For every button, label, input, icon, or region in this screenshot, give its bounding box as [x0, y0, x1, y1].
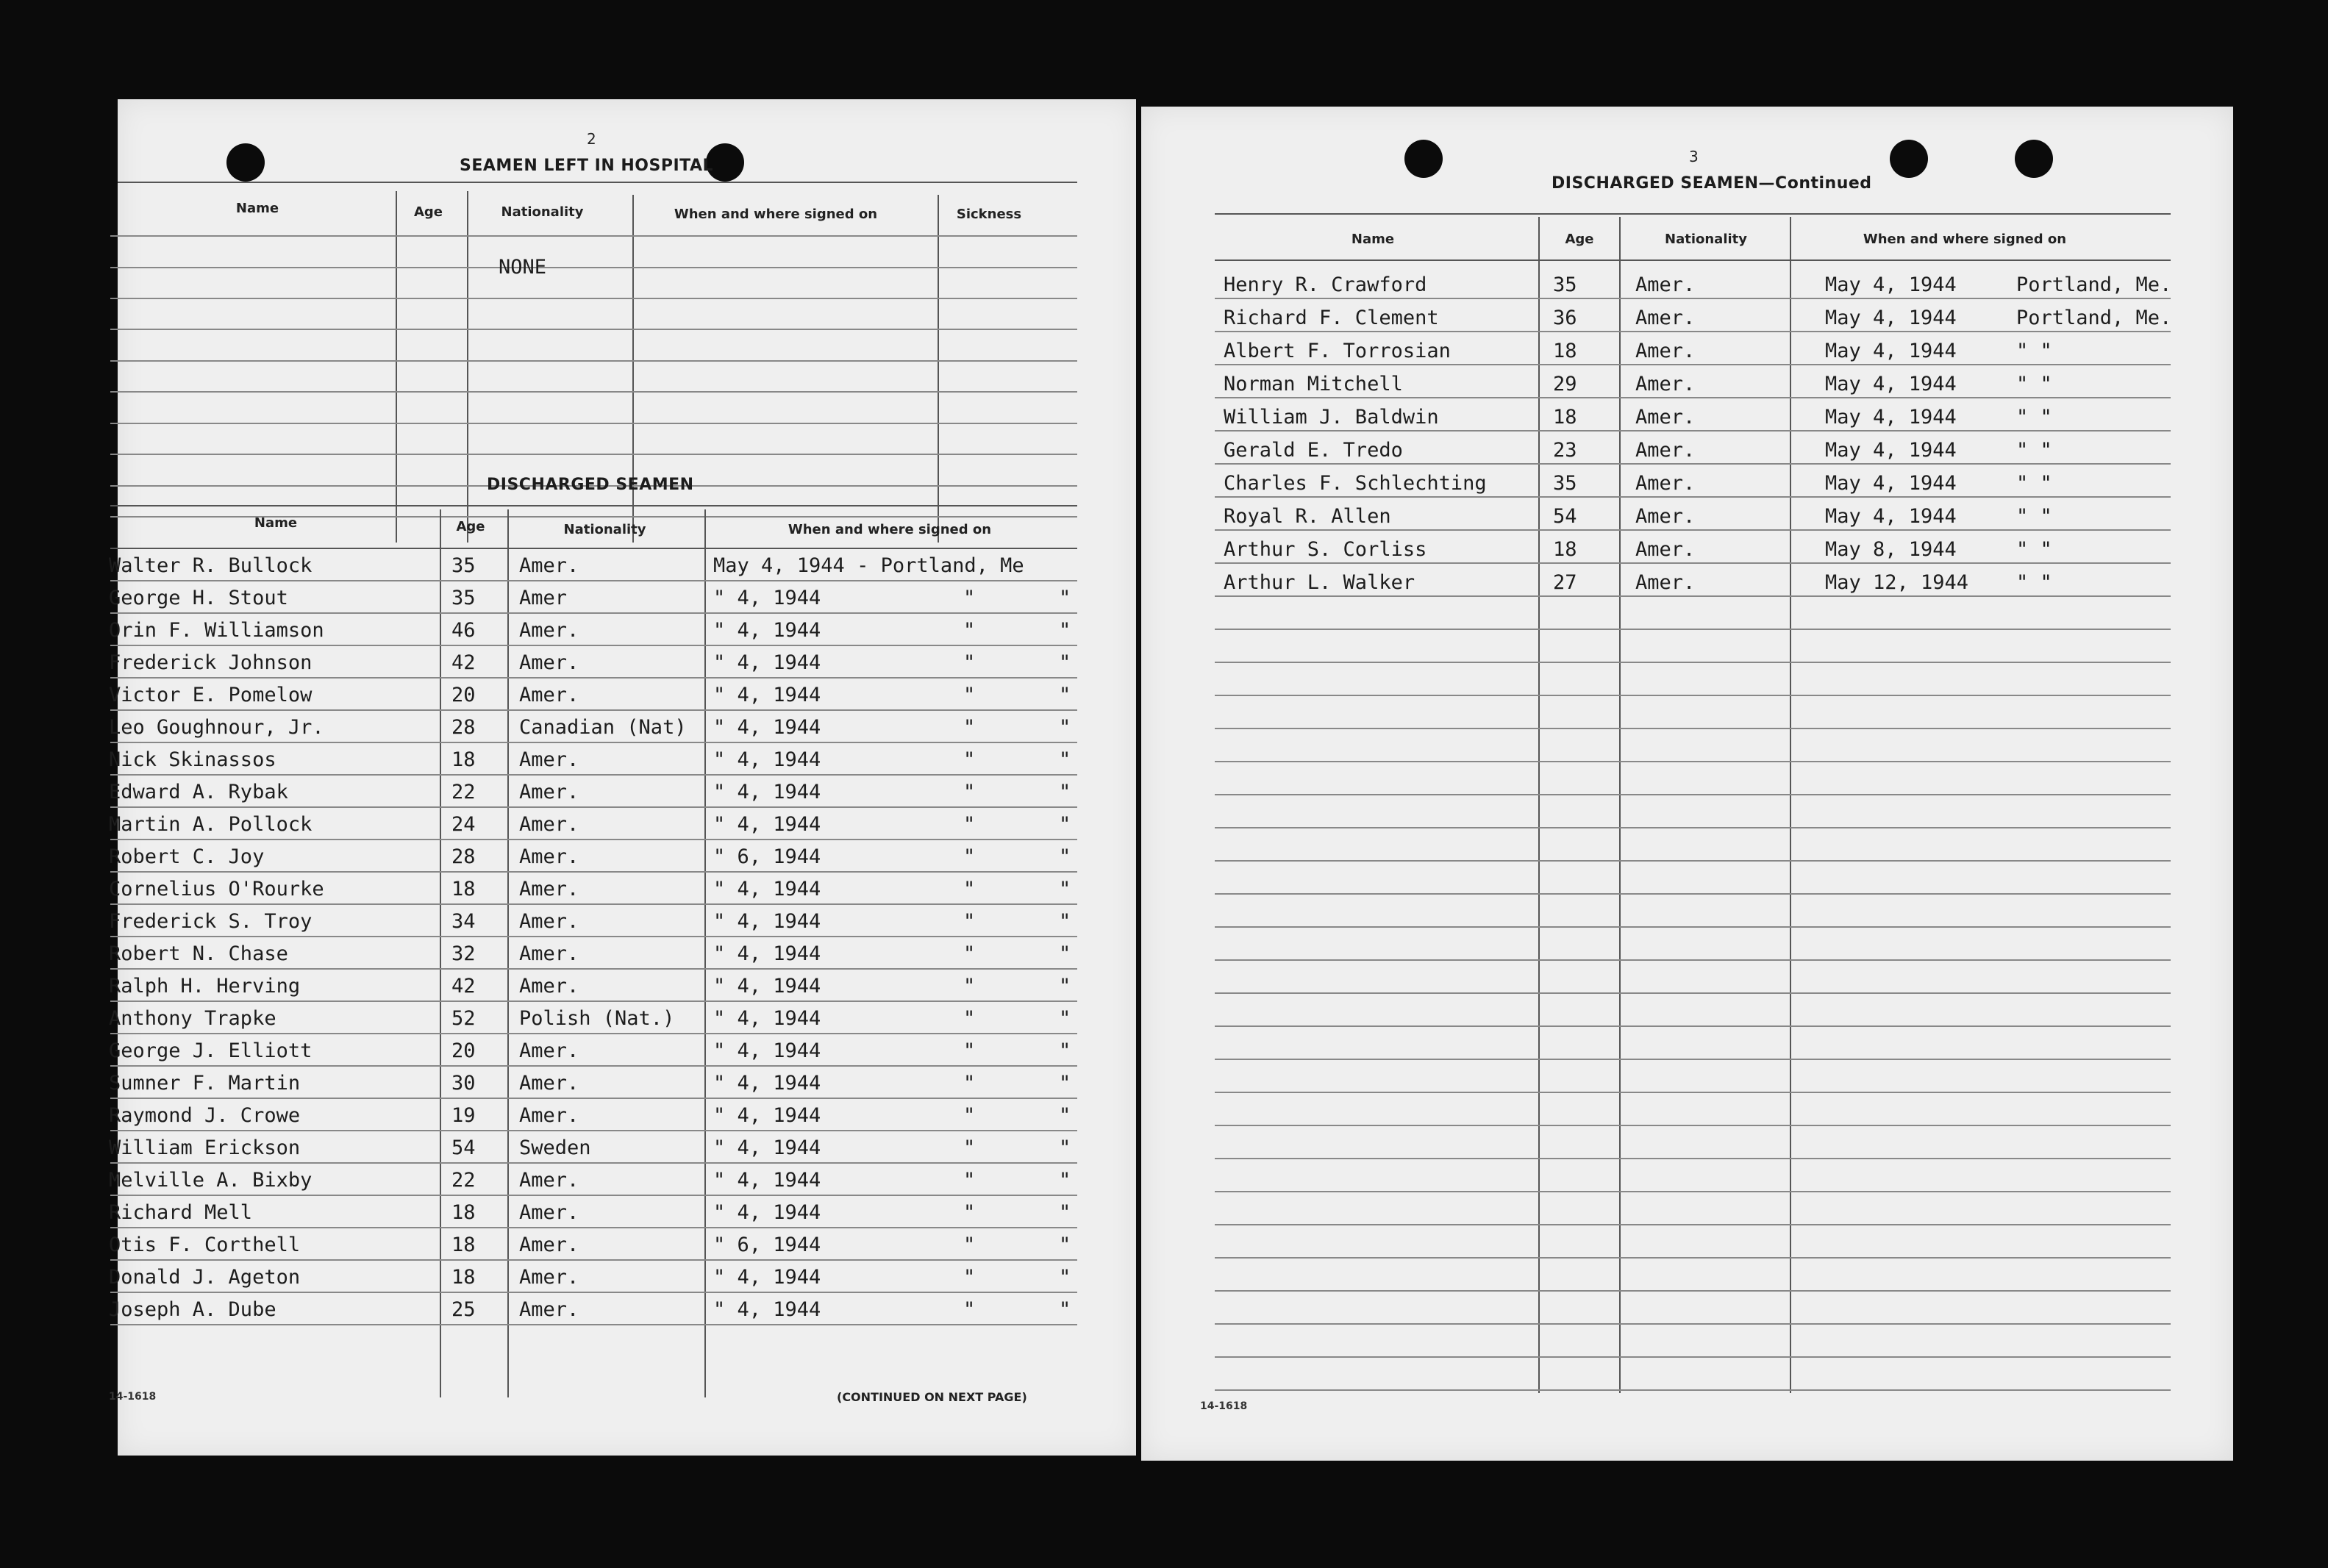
signed-on-date: " 4, 1944 — [713, 1169, 821, 1192]
table-rule — [110, 505, 1077, 506]
seaman-name: Albert F. Torrosian — [1224, 340, 1451, 362]
ditto-mark: " — [963, 651, 976, 674]
row-line — [1215, 1323, 2171, 1325]
seaman-name: Richard Mell — [109, 1201, 253, 1224]
column-divider — [1619, 217, 1621, 1393]
seaman-name: Ralph H. Herving — [109, 975, 301, 998]
row-line — [110, 968, 1077, 970]
row-line — [110, 267, 1077, 268]
row-line — [1215, 430, 2171, 432]
seaman-nationality: Canadian (Nat) — [519, 716, 687, 739]
ditto-mark: " — [1059, 845, 1071, 868]
seaman-name: Arthur L. Walker — [1224, 571, 1415, 594]
row-line — [1215, 728, 2171, 729]
seaman-nationality: Amer. — [1635, 373, 1696, 395]
column-divider — [507, 509, 509, 1397]
row-line — [110, 1227, 1077, 1228]
seaman-name: Robert N. Chase — [109, 942, 288, 965]
ditto-mark: " — [963, 716, 976, 739]
signed-on-date: May 4, 1944 — [1825, 505, 1957, 528]
signed-on-date: " 4, 1944 — [713, 878, 821, 901]
row-line — [1215, 595, 2171, 597]
signed-on-date: " 4, 1944 — [713, 942, 821, 965]
ditto-mark: " — [963, 813, 976, 836]
row-line — [110, 1292, 1077, 1293]
ditto-mark: " — [1059, 781, 1071, 803]
seaman-age: 18 — [451, 1266, 476, 1289]
row-line — [110, 580, 1077, 581]
row-line — [110, 903, 1077, 905]
row-line — [1215, 1257, 2171, 1259]
column-divider — [467, 191, 468, 543]
signed-on-date: " 4, 1944 — [713, 813, 821, 836]
row-line — [110, 1033, 1077, 1034]
signed-on-date: " 4, 1944 — [713, 781, 821, 803]
row-line — [110, 936, 1077, 937]
seaman-name: Otis F. Corthell — [109, 1234, 301, 1256]
seaman-nationality: Amer. — [519, 1234, 579, 1256]
ditto-mark: " — [1059, 1234, 1071, 1256]
ditto-mark: " — [963, 1234, 976, 1256]
seaman-nationality: Amer. — [519, 845, 579, 868]
row-line — [1215, 1290, 2171, 1292]
seaman-name: Royal R. Allen — [1224, 505, 1391, 528]
signed-on-date: May 4, 1944 — [1825, 406, 1957, 429]
seaman-age: 30 — [451, 1072, 476, 1095]
seaman-age: 29 — [1553, 373, 1577, 395]
seaman-nationality: Polish (Nat.) — [519, 1007, 675, 1030]
seaman-name: Richard F. Clement — [1224, 307, 1439, 329]
seaman-nationality: Amer. — [1635, 340, 1696, 362]
ditto-mark: " — [1059, 619, 1071, 642]
signed-on-date: " 4, 1944 — [713, 1104, 821, 1127]
row-line — [110, 871, 1077, 873]
row-line — [110, 235, 1077, 237]
seaman-name: Henry R. Crawford — [1224, 273, 1427, 296]
row-line — [110, 645, 1077, 646]
column-divider — [440, 509, 441, 1397]
hospital-section-title: SEAMEN LEFT IN HOSPITAL — [460, 157, 714, 175]
ditto-mark: " — [1059, 587, 1071, 609]
seaman-name: Norman Mitchell — [1224, 373, 1403, 395]
discharged-section-title: DISCHARGED SEAMEN — [487, 476, 694, 494]
seaman-age: 35 — [1553, 273, 1577, 296]
row-line — [110, 1000, 1077, 1002]
seaman-nationality: Amer. — [1635, 307, 1696, 329]
seaman-nationality: Amer. — [1635, 406, 1696, 429]
ditto-mark: " — [1059, 1169, 1071, 1192]
seaman-name: Frederick Johnson — [109, 651, 313, 674]
column-divider — [396, 191, 397, 543]
signed-on-date: " 4, 1944 — [713, 748, 821, 771]
punch-hole — [1404, 140, 1443, 178]
seaman-age: 36 — [1553, 307, 1577, 329]
seaman-age: 23 — [1553, 439, 1577, 462]
signed-on-place: " " — [2016, 472, 2052, 495]
signed-on-place: " " — [2016, 505, 2052, 528]
row-line — [1215, 827, 2171, 828]
signed-on-date: " 4, 1944 — [713, 1007, 821, 1030]
seaman-nationality: Amer. — [519, 910, 579, 933]
seaman-nationality: Amer. — [1635, 472, 1696, 495]
seaman-nationality: Amer. — [519, 651, 579, 674]
row-line — [110, 329, 1077, 330]
signed-on-date: May 4, 1944 — [1825, 373, 1957, 395]
ditto-mark: " — [1059, 1072, 1071, 1095]
signed-on-place: " " — [2016, 571, 2052, 594]
row-line — [1215, 1125, 2171, 1126]
seaman-nationality: Amer. — [519, 1169, 579, 1192]
signed-on-place: " " — [2016, 373, 2052, 395]
seaman-nationality: Sweden — [519, 1136, 591, 1159]
row-line — [1215, 496, 2171, 498]
signed-on-date: " 4, 1944 — [713, 1201, 821, 1224]
ditto-mark: " — [1059, 1039, 1071, 1062]
row-line — [110, 454, 1077, 455]
seaman-nationality: Amer. — [519, 1104, 579, 1127]
seaman-nationality: Amer. — [519, 1266, 579, 1289]
ditto-mark: " — [1059, 748, 1071, 771]
row-line — [110, 612, 1077, 614]
ditto-mark: " — [963, 1298, 976, 1321]
seaman-age: 18 — [1553, 340, 1577, 362]
seaman-name: Orin F. Williamson — [109, 619, 324, 642]
row-line — [110, 1065, 1077, 1067]
seaman-name: Anthony Trapke — [109, 1007, 276, 1030]
seaman-name: Frederick S. Troy — [109, 910, 313, 933]
row-line — [1215, 463, 2171, 465]
seaman-name: Victor E. Pomelow — [109, 684, 313, 706]
signed-on-date: May 12, 1944 — [1825, 571, 1969, 594]
seaman-name: Gerald E. Tredo — [1224, 439, 1403, 462]
seaman-nationality: Amer. — [519, 1039, 579, 1062]
seaman-age: 42 — [451, 651, 476, 674]
right-page: 3 DISCHARGED SEAMEN—Continued Name Age Nationality When and where signed on Henry R. Crawford 35 Amer. May 4, 1944 Portland, Me. Richard F. Clement 36 Amer. May 4, 1944 Portland, Me. Albert F. Torrosian 18 Amer. May 4, 1944 " " Norman Mitchell 29 Amer. May 4, 1944 " " William J. Baldwin 18 Amer. May 4, 1944 " " Gerald E. Tredo 23 Amer. May 4, 1944 " " Charles F. Schlechting 35 Amer. May 4, 1944 " " Royal R. Allen 54 Amer. May 4, 1944 " " Arthur S. Corliss 18 Amer. May 8, 1944 " " Arthur L. Walker 27 Amer. May 12, 1944 " " 14-1618 — [1141, 107, 2233, 1461]
signed-on-date: May 4, 1944 — [1825, 273, 1957, 296]
seaman-nationality: Amer. — [519, 1072, 579, 1095]
row-line — [1215, 331, 2171, 332]
left-page: 2 SEAMEN LEFT IN HOSPITAL Name Age Nationality When and where signed on Sickness NONE DISCHARGED SEAMEN Name Age Nationality When and where signed on Walter R. Bullock 35 Amer. May 4, 1944 - Portland, Me George H. Stout 35 Amer " 4, 1944 " " Orin F. Williamson 46 Amer. " 4, 1944 " " Frederick Johnson 42 Amer. " 4, 1944 " " Victor E. Pomelow 20 Amer. " 4, 1944 " " Leo Goughnour, Jr. 28 Canadian (Nat) " 4, 1944 " " Nick Skinassos 18 Amer. " 4, 1944 " " Edward A. Rybak 22 Amer. " 4, 1944 " " Martin A. Pollock 24 Amer. " 4, 1944 " " Robert C. Joy 28 Amer. " 6, 1944 " " Cornelius O'Rourke 18 Amer. " 4, 1944 " " Frederick S. Troy 34 Amer. " 4, 1944 " " Robert N. Chase 32 Amer. " 4, 1944 " " Ralph H. Herving 42 Amer. " 4, 1944 " " Anthony Trapke 52 Polish (Nat.) " 4, 1944 " " George J. Elliott 20 Amer. " 4, 1944 " " Sumner F. Martin 30 Amer. " 4, 1944 " " Raymond J. Crowe 19 Amer. " 4, 1944 " " William Erickson 54 Sweden " 4, 1944 " " Melville A. Bixby 22 Amer. " 4, 1944 " " Richard Mell 18 Amer. " 4, 1944 " " Otis F. Corthell 18 Amer. " 6, 1944 " " Donald J. Ageton 18 Amer. " 4, 1944 " " Joseph A. Dube 25 Amer. " 4, 1944 " " 14-1618 (CONTINUED ON NEXT PAGE) — [118, 99, 1136, 1456]
ditto-mark: " — [1059, 1298, 1071, 1321]
ditto-mark: " — [1059, 651, 1071, 674]
punch-hole — [2015, 140, 2053, 178]
ditto-mark: " — [1059, 975, 1071, 998]
ditto-mark: " — [1059, 1266, 1071, 1289]
seaman-age: 52 — [451, 1007, 476, 1030]
table-rule — [1215, 259, 2171, 261]
ditto-mark: " — [963, 781, 976, 803]
table-rule — [1215, 213, 2171, 215]
seaman-nationality: Amer. — [519, 942, 579, 965]
row-line — [110, 1324, 1077, 1325]
signed-on-date: " 4, 1944 — [713, 716, 821, 739]
ditto-mark: " — [1059, 1007, 1071, 1030]
signed-on-date: " 4, 1944 — [713, 619, 821, 642]
row-line — [1215, 1025, 2171, 1027]
row-line — [1215, 662, 2171, 663]
seaman-nationality: Amer. — [519, 748, 579, 771]
seaman-age: 20 — [451, 1039, 476, 1062]
seaman-name: Arthur S. Corliss — [1224, 538, 1427, 561]
row-line — [1215, 1059, 2171, 1060]
seaman-age: 18 — [1553, 538, 1577, 561]
table-rule — [118, 182, 1077, 183]
signed-on-date: " 6, 1944 — [713, 1234, 821, 1256]
seaman-nationality: Amer. — [519, 878, 579, 901]
row-line — [110, 742, 1077, 743]
row-line — [110, 1162, 1077, 1164]
seaman-age: 42 — [451, 975, 476, 998]
seaman-age: 35 — [451, 587, 476, 609]
row-line — [1215, 1158, 2171, 1159]
seaman-name: Joseph A. Dube — [109, 1298, 276, 1321]
ditto-mark: " — [1059, 1104, 1071, 1127]
row-line — [1215, 1092, 2171, 1093]
seaman-age: 28 — [451, 716, 476, 739]
form-number: 14-1618 — [109, 1391, 157, 1403]
seaman-name: William J. Baldwin — [1224, 406, 1439, 429]
ditto-mark: " — [1059, 878, 1071, 901]
row-line — [110, 1195, 1077, 1196]
ditto-mark: " — [1059, 684, 1071, 706]
signed-on-date: " 6, 1944 — [713, 845, 821, 868]
row-line — [1215, 1389, 2171, 1391]
seaman-age: 22 — [451, 1169, 476, 1192]
ditto-mark: " — [963, 1169, 976, 1192]
seaman-name: Sumner F. Martin — [109, 1072, 301, 1095]
signed-on-date: " 4, 1944 — [713, 1072, 821, 1095]
seaman-age: 18 — [451, 1201, 476, 1224]
seaman-age: 28 — [451, 845, 476, 868]
signed-on-date: " 4, 1944 — [713, 651, 821, 674]
ditto-mark: " — [963, 910, 976, 933]
ditto-mark: " — [963, 975, 976, 998]
seaman-nationality: Amer. — [519, 1201, 579, 1224]
seaman-age: 20 — [451, 684, 476, 706]
seaman-age: 18 — [1553, 406, 1577, 429]
ditto-mark: " — [963, 1266, 976, 1289]
row-line — [110, 391, 1077, 393]
ditto-mark: " — [963, 619, 976, 642]
signed-on-date: " 4, 1944 — [713, 1266, 821, 1289]
seaman-age: 34 — [451, 910, 476, 933]
signed-on-date: May 4, 1944 — [1825, 307, 1957, 329]
row-line — [110, 806, 1077, 808]
row-line — [1215, 926, 2171, 928]
row-line — [1215, 1224, 2171, 1225]
row-line — [110, 709, 1077, 711]
row-line — [1215, 1191, 2171, 1192]
signed-on-place: " " — [2016, 538, 2052, 561]
seaman-nationality: Amer. — [1635, 538, 1696, 561]
page-title: DISCHARGED SEAMEN—Continued — [1552, 174, 1872, 193]
page-number: 3 — [1689, 148, 1699, 165]
row-line — [1215, 860, 2171, 862]
ditto-mark: " — [963, 1104, 976, 1127]
ditto-mark: " — [963, 845, 976, 868]
ditto-mark: " — [1059, 1136, 1071, 1159]
ditto-mark: " — [963, 748, 976, 771]
punch-hole — [1890, 140, 1928, 178]
row-line — [1215, 397, 2171, 398]
form-number: 14-1618 — [1200, 1400, 1248, 1412]
ditto-mark: " — [963, 942, 976, 965]
seaman-nationality: Amer. — [1635, 571, 1696, 594]
signed-on-date: " 4, 1944 — [713, 1136, 821, 1159]
seaman-nationality: Amer. — [519, 813, 579, 836]
seaman-nationality: Amer. — [519, 781, 579, 803]
row-line — [110, 423, 1077, 424]
row-line — [1215, 695, 2171, 696]
row-line — [1215, 562, 2171, 564]
seaman-age: 32 — [451, 942, 476, 965]
seaman-name: Nick Skinassos — [109, 748, 276, 771]
seaman-age: 46 — [451, 619, 476, 642]
seaman-age: 22 — [451, 781, 476, 803]
seaman-nationality: Amer. — [519, 1298, 579, 1321]
signed-on-place: " " — [2016, 406, 2052, 429]
seaman-age: 35 — [451, 554, 476, 577]
ditto-mark: " — [963, 684, 976, 706]
row-line — [1215, 959, 2171, 961]
signed-on-place: Portland, Me. — [2016, 273, 2172, 296]
signed-on-date: " 4, 1944 — [713, 910, 821, 933]
seaman-age: 54 — [1553, 505, 1577, 528]
row-line — [110, 839, 1077, 840]
ditto-mark: " — [1059, 942, 1071, 965]
row-line — [110, 298, 1077, 299]
seaman-name: Raymond J. Crowe — [109, 1104, 301, 1127]
ditto-mark: " — [1059, 813, 1071, 836]
hospital-entry: NONE — [499, 256, 547, 279]
signed-on-date: " 4, 1944 — [713, 587, 821, 609]
seaman-nationality: Amer. — [1635, 505, 1696, 528]
row-line — [1215, 794, 2171, 795]
row-line — [1215, 629, 2171, 630]
column-divider — [704, 509, 706, 1397]
signed-on-date: May 4, 1944 — [1825, 472, 1957, 495]
seaman-age: 24 — [451, 813, 476, 836]
signed-on-date: May 4, 1944 — [1825, 439, 1957, 462]
seaman-age: 18 — [451, 878, 476, 901]
ditto-mark: " — [1059, 1201, 1071, 1224]
row-line — [1215, 1356, 2171, 1358]
seaman-name: Donald J. Ageton — [109, 1266, 301, 1289]
signed-on-date: May 4, 1944 — [1825, 340, 1957, 362]
seaman-name: Edward A. Rybak — [109, 781, 288, 803]
ditto-mark: " — [963, 878, 976, 901]
seaman-age: 18 — [451, 1234, 476, 1256]
ditto-mark: " — [963, 1007, 976, 1030]
signed-on-place: " " — [2016, 340, 2052, 362]
ditto-mark: " — [1059, 910, 1071, 933]
ditto-mark: " — [963, 587, 976, 609]
seaman-name: Leo Goughnour, Jr. — [109, 716, 324, 739]
ditto-mark: " — [963, 1201, 976, 1224]
row-line — [1215, 529, 2171, 531]
row-line — [110, 1130, 1077, 1131]
seaman-name: Melville A. Bixby — [109, 1169, 313, 1192]
seaman-name: George H. Stout — [109, 587, 288, 609]
row-line — [110, 677, 1077, 679]
column-divider — [1538, 217, 1540, 1393]
ditto-mark: " — [963, 1039, 976, 1062]
seaman-age: 27 — [1553, 571, 1577, 594]
signed-on-date: " 4, 1944 — [713, 1298, 821, 1321]
signed-on-date: " 4, 1944 — [713, 684, 821, 706]
continued-note: (CONTINUED ON NEXT PAGE) — [837, 1390, 1027, 1404]
row-line — [1215, 298, 2171, 299]
column-divider — [1790, 217, 1791, 1393]
seaman-age: 19 — [451, 1104, 476, 1127]
seaman-nationality: Amer. — [519, 684, 579, 706]
seaman-nationality: Amer. — [1635, 273, 1696, 296]
row-line — [110, 774, 1077, 776]
seaman-name: Walter R. Bullock — [109, 554, 313, 577]
ditto-mark: " — [963, 1072, 976, 1095]
signed-on-place: " " — [2016, 439, 2052, 462]
seaman-age: 25 — [451, 1298, 476, 1321]
row-line — [110, 1098, 1077, 1099]
seaman-age: 18 — [451, 748, 476, 771]
signed-on-date: May 8, 1944 — [1825, 538, 1957, 561]
seaman-nationality: Amer — [519, 587, 568, 609]
column-divider — [938, 195, 939, 543]
signed-on-date: May 4, 1944 - Portland, Me — [713, 554, 1024, 577]
seaman-name: Charles F. Schlechting — [1224, 472, 1487, 495]
seaman-name: George J. Elliott — [109, 1039, 313, 1062]
row-line — [110, 360, 1077, 362]
seaman-name: Martin A. Pollock — [109, 813, 313, 836]
seaman-name: William Erickson — [109, 1136, 301, 1159]
row-line — [1215, 761, 2171, 762]
seaman-name: Cornelius O'Rourke — [109, 878, 324, 901]
signed-on-place: Portland, Me. — [2016, 307, 2172, 329]
row-line — [1215, 992, 2171, 994]
punch-hole — [226, 143, 265, 182]
seaman-age: 54 — [451, 1136, 476, 1159]
signed-on-date: " 4, 1944 — [713, 1039, 821, 1062]
row-line — [1215, 364, 2171, 365]
ditto-mark: " — [963, 1136, 976, 1159]
seaman-nationality: Amer. — [1635, 439, 1696, 462]
row-line — [1215, 893, 2171, 895]
seaman-nationality: Amer. — [519, 975, 579, 998]
ditto-mark: " — [1059, 716, 1071, 739]
seaman-name: Robert C. Joy — [109, 845, 265, 868]
seaman-nationality: Amer. — [519, 554, 579, 577]
page-number: 2 — [587, 130, 596, 148]
seaman-age: 35 — [1553, 472, 1577, 495]
table-rule — [110, 548, 1077, 549]
row-line — [110, 1259, 1077, 1261]
signed-on-date: " 4, 1944 — [713, 975, 821, 998]
seaman-nationality: Amer. — [519, 619, 579, 642]
